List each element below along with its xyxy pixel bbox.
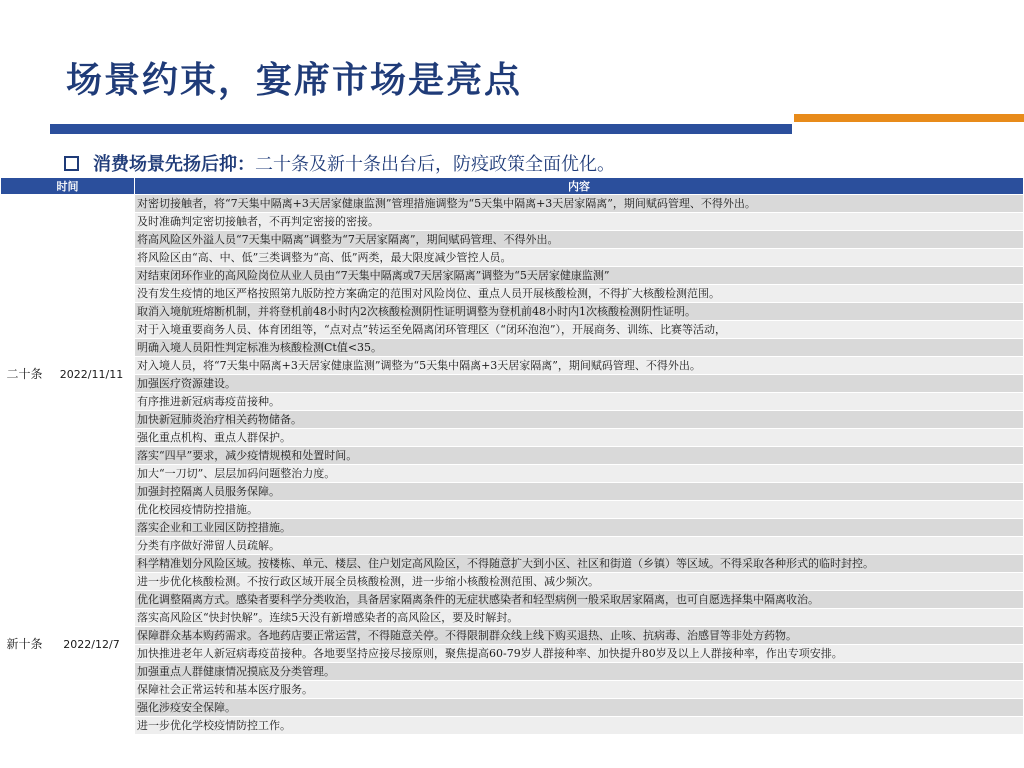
table-row	[1, 447, 1024, 465]
content-cell: 加快新冠肺炎治疗相关药物储备。	[135, 411, 1024, 429]
content-cell: 加强封控隔离人员服务保障。	[135, 483, 1024, 501]
table-row	[1, 231, 1024, 249]
table-row	[1, 267, 1024, 285]
content-cell: 进一步优化核酸检测。不按行政区域开展全员核酸检测，进一步缩小核酸检测范围、减少频次。	[135, 573, 1024, 591]
table-row	[1, 249, 1024, 267]
content-cell: 强化重点机构、重点人群保护。	[135, 429, 1024, 447]
content-cell: 取消入境航班熔断机制，并将登机前48小时内2次核酸检测阴性证明调整为登机前48小时内1次核酸检测阴性证明。	[135, 303, 1024, 321]
table-row	[1, 573, 1024, 591]
content-cell: 科学精准划分风险区域。按楼栋、单元、楼层、住户划定高风险区，不得随意扩大到小区、社区和街道（乡镇）等区域。不得采取各种形式的临时封控。	[135, 555, 1024, 573]
table-row	[1, 645, 1024, 663]
table-row	[1, 321, 1024, 339]
content-cell: 保障群众基本购药需求。各地药店要正常运营，不得随意关停。不得限制群众线上线下购买退热、止咳、抗病毒、治感冒等非处方药物。	[135, 627, 1024, 645]
table-row	[1, 375, 1024, 393]
content-cell: 加强重点人群健康情况摸底及分类管理。	[135, 663, 1024, 681]
content-cell: 没有发生疫情的地区严格按照第九版防控方案确定的范围对风险岗位、重点人员开展核酸检测，不得扩大核酸检测范围。	[135, 285, 1024, 303]
group-name: 新十条	[1, 555, 49, 735]
table-row	[1, 501, 1024, 519]
group-name: 二十条	[1, 195, 49, 555]
bullet-text: 二十条及新十条出台后，防疫政策全面优化。	[255, 154, 615, 175]
table-row	[1, 483, 1024, 501]
table-row	[1, 609, 1024, 627]
table-row	[1, 717, 1024, 735]
table-row	[1, 429, 1024, 447]
title-underline-orange	[794, 114, 1024, 122]
content-cell: 落实高风险区“快封快解”。连续5天没有新增感染者的高风险区，要及时解封。	[135, 609, 1024, 627]
content-cell: 加大“一刀切”、层层加码问题整治力度。	[135, 465, 1024, 483]
table-header-row	[1, 178, 1024, 195]
header-time: 时间	[1, 178, 135, 195]
table-body	[1, 195, 1024, 735]
content-cell: 有序推进新冠病毒疫苗接种。	[135, 393, 1024, 411]
content-cell: 加强医疗资源建设。	[135, 375, 1024, 393]
table-row	[1, 465, 1024, 483]
content-cell: 分类有序做好滞留人员疏解。	[135, 537, 1024, 555]
content-cell: 及时准确判定密切接触者，不再判定密接的密接。	[135, 213, 1024, 231]
group-date: 2022/11/11	[49, 195, 135, 555]
slide-title: 场景约束，宴席市场是亮点	[66, 59, 523, 101]
policy-table	[0, 177, 1024, 735]
content-cell: 优化调整隔离方式。感染者要科学分类收治，具备居家隔离条件的无症状感染者和轻型病例一般采取居家隔离，也可自愿选择集中隔离收治。	[135, 591, 1024, 609]
table-row	[1, 519, 1024, 537]
content-cell: 落实“四早”要求，减少疫情规模和处置时间。	[135, 447, 1024, 465]
content-cell: 对入境人员，将“7天集中隔离+3天居家健康监测”调整为“5天集中隔离+3天居家隔离”，期间赋码管理、不得外出。	[135, 357, 1024, 375]
content-cell: 强化涉疫安全保障。	[135, 699, 1024, 717]
content-cell: 进一步优化学校疫情防控工作。	[135, 717, 1024, 735]
content-cell: 对于入境重要商务人员、体育团组等，“点对点”转运至免隔离闭环管理区（“闭环泡泡”），开展商务、训练、比赛等活动，	[135, 321, 1024, 339]
table-row	[1, 555, 1024, 573]
table-row	[1, 591, 1024, 609]
table-row	[1, 393, 1024, 411]
content-cell: 落实企业和工业园区防控措施。	[135, 519, 1024, 537]
content-cell: 对密切接触者，将“7天集中隔离+3天居家健康监测”管理措施调整为“5天集中隔离+3天居家隔离”，期间赋码管理、不得外出。	[135, 195, 1024, 213]
header-content: 内容	[135, 178, 1024, 195]
square-bullet-icon	[64, 156, 79, 171]
group-date: 2022/12/7	[49, 555, 135, 735]
table-row	[1, 213, 1024, 231]
table-row	[1, 411, 1024, 429]
table-row	[1, 195, 1024, 213]
table-row	[1, 357, 1024, 375]
content-cell: 将高风险区外溢人员“7天集中隔离”调整为“7天居家隔离”，期间赋码管理、不得外出。	[135, 231, 1024, 249]
title-underline-blue	[50, 124, 792, 134]
content-cell: 保障社会正常运转和基本医疗服务。	[135, 681, 1024, 699]
table-row	[1, 339, 1024, 357]
content-cell: 加快推进老年人新冠病毒疫苗接种。各地要坚持应接尽接原则，聚焦提高60-79岁人群接种率、加快提升80岁及以上人群接种率，作出专项安排。	[135, 645, 1024, 663]
table-row	[1, 627, 1024, 645]
table-row	[1, 663, 1024, 681]
content-cell: 将风险区由“高、中、低”三类调整为“高、低”两类，最大限度减少管控人员。	[135, 249, 1024, 267]
table-row	[1, 537, 1024, 555]
table-row	[1, 285, 1024, 303]
table-row	[1, 681, 1024, 699]
table-row	[1, 303, 1024, 321]
bullet-lead: 消费场景先扬后抑：	[93, 154, 255, 175]
table-row	[1, 699, 1024, 717]
content-cell: 对结束闭环作业的高风险岗位从业人员由“7天集中隔离或7天居家隔离”调整为“5天居家健康监测”	[135, 267, 1024, 285]
bullet-line	[64, 150, 615, 176]
content-cell: 优化校园疫情防控措施。	[135, 501, 1024, 519]
content-cell: 明确入境人员阳性判定标准为核酸检测Ct值<35。	[135, 339, 1024, 357]
